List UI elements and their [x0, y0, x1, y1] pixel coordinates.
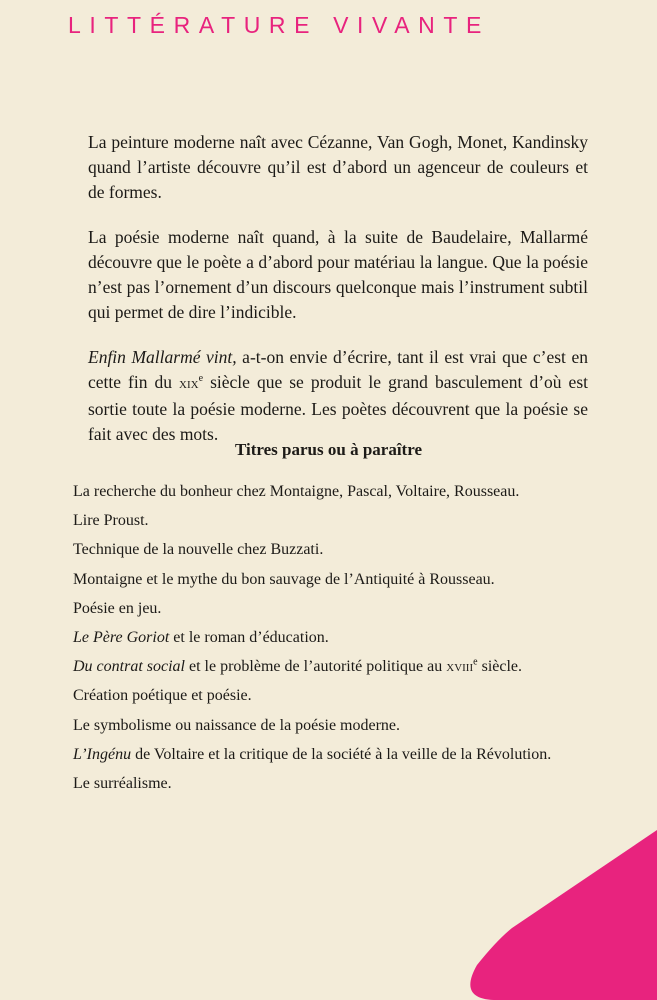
- book-title: L’Ingénu: [73, 745, 132, 763]
- intro-italic-phrase: Enfin Mallarmé vint,: [88, 347, 237, 367]
- book-title: Du contrat social: [73, 658, 185, 676]
- book-title: Le Père Goriot: [73, 628, 170, 646]
- title-item: Le symbolisme ou naissance de la poésie moderne.: [73, 716, 401, 734]
- intro-text: [88, 130, 588, 467]
- title-item: Le Père Goriot et le roman d’éducation.: [73, 628, 329, 646]
- titles-list: [73, 482, 643, 803]
- series-title: LITTÉRATURE VIVANTE: [68, 12, 490, 38]
- century-suffix: e: [473, 656, 478, 668]
- title-item: Poésie en jeu.: [73, 599, 162, 617]
- title-item: Technique de la nouvelle chez Buzzati.: [73, 541, 324, 559]
- title-item: Du contrat social et le problème de l’autorité politique au xviii$^e$ siècle.: [73, 656, 523, 676]
- intro-paragraph-1: La peinture moderne naît avec Cézanne, Van Gogh, Monet, Kandinsky quand l’artiste découvre qu’il est d’abord un agenceur de couleurs et de formes.: [88, 132, 588, 202]
- publisher-logo-icon: [457, 800, 657, 1000]
- titles-heading: Titres parus ou à paraître: [234, 440, 422, 459]
- title-item: Montaigne et le mythe du bon sauvage de l’Antiquité à Rousseau.: [73, 570, 495, 588]
- intro-p3-text-a: a-t-on envie d’écrire, tant il est vrai que c’est en cette fin du: [88, 347, 588, 392]
- title-item: La recherche du bonheur chez Montaigne, Pascal, Voltaire, Rousseau.: [73, 483, 520, 500]
- intro-p3-text-b: siècle que se produit le grand basculement d’où est sortie toute la poésie moderne. Les poètes découvrent que la poésie se fait avec des mots.: [88, 372, 588, 444]
- title-item: Le surréalisme.: [73, 774, 172, 792]
- title-item: Création poétique et poésie.: [73, 687, 252, 705]
- logo-mark: [484, 837, 533, 895]
- century-numeral: xviii: [446, 659, 474, 676]
- century-suffix: e: [198, 373, 204, 385]
- century-numeral: xix: [179, 376, 199, 392]
- intro-paragraph-2: La poésie moderne naît quand, à la suite de Baudelaire, Mallarmé découvre que le poète a d’abord pour matériau la langue. Que la poésie n’est pas l’ornement d’un discours quelconque mais l’instrument subtil qui permet de dire l’indicible.: [88, 227, 588, 322]
- title-item: Lire Proust.: [73, 512, 149, 530]
- intro-paragraph-3: [88, 345, 588, 447]
- title-item: L’Ingénu de Voltaire et la critique de la société à la veille de la Révolution.: [73, 745, 552, 763]
